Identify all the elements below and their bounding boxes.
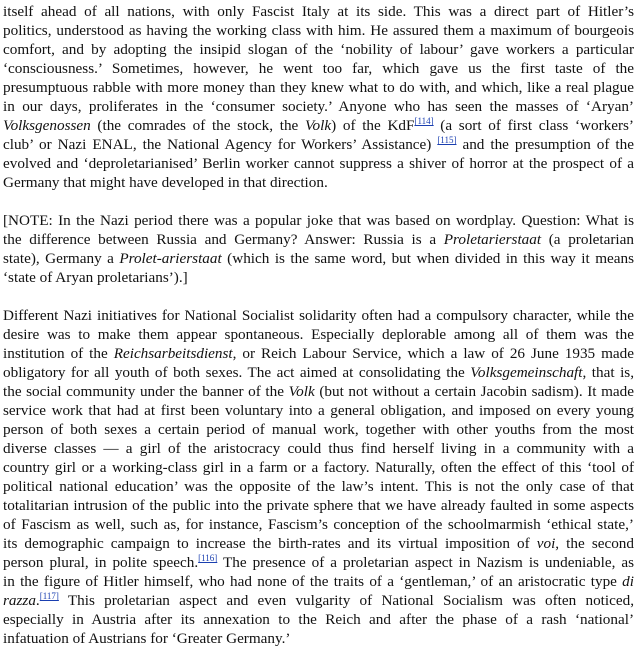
text-run: The presence of a proletarian aspect in Nazism is undeniable, as — [217, 554, 634, 571]
text-line: Different Nazi initiatives for National Socialist solidarity often had a compulsory character, while the — [3, 307, 634, 324]
text-run: and the presumption of the — [456, 136, 634, 153]
italic-term: Prolet-arierstaat — [119, 250, 222, 267]
text-run: obligatory for all youth of both sexes. The act aimed at consolidating the — [3, 364, 471, 381]
text-line — [3, 553, 634, 572]
text-line: politics, understood as having the working class with him. He assured them a maximum of bourgeois — [3, 22, 634, 39]
text-line: evolved and ‘deproletarianised’ Berlin worker cannot suppress a shiver of horror at the prospect of a — [3, 155, 634, 172]
text-line: totalitarian intrusion of the public into the private sphere that we have already faulted in some aspects — [3, 497, 634, 514]
text-run: the social community under the banner of the — [3, 383, 289, 400]
text-line — [3, 116, 634, 135]
text-run: ) of the KdF — [331, 117, 415, 134]
text-run: the difference between Russia and Germany? Answer: Russia is a — [3, 231, 444, 248]
text-run: state), Germany a — [3, 250, 120, 267]
document-page — [3, 2, 634, 648]
text-line — [3, 135, 634, 154]
text-line: itself ahead of all nations, with only Fascist Italy at its side. This was a direct part of Hitler’s — [3, 3, 634, 20]
footnote-link-116[interactable]: [116] — [198, 553, 218, 563]
text-line — [3, 534, 634, 553]
text-run: person plural, in polite speech. — [3, 554, 199, 571]
text-line: service work that had at first been voluntary into a general obligation, and imposed on every young — [3, 402, 634, 419]
note-paragraph — [3, 211, 634, 287]
italic-term: Proletarierstaat — [443, 231, 542, 248]
text-run: its demographic campaign to increase the birth-rates and its virtual imposition of — [3, 535, 537, 552]
text-line: presumptuous rabble with more money than they knew what to do with, and which, like a real plague — [3, 79, 634, 96]
italic-term: di — [622, 573, 634, 590]
text-line — [3, 363, 634, 382]
text-line: Germany that might have developed in that direction. — [3, 174, 328, 191]
text-run: . — [35, 592, 40, 609]
text-run: , that is, — [582, 364, 635, 381]
text-run: This proletarian aspect and even vulgarity of National Socialism was often noticed, — [58, 592, 634, 609]
text-line: infatuation of Austrians for ‘Greater Germany.’ — [3, 630, 291, 647]
text-line: of Fascism as well, such as, for instance, Fascism’s conception of the schoolmarmish ‘ethical state,’ — [3, 516, 634, 533]
paragraph-gap — [3, 287, 634, 306]
text-line: [NOTE: In the Nazi period there was a popular joke that was based on wordplay. Question: What is — [3, 212, 634, 229]
text-line: person of both sexes a certain period of manual work, together with other youths from the most — [3, 421, 634, 438]
text-line: political national education’ was the opposite of the law’s intent. This is not the only case of that — [3, 478, 634, 495]
italic-term: voi — [536, 535, 556, 552]
text-run: in the figure of Hitler himself, who had none of the traits of a ‘gentleman,’ of an aristocratic type — [3, 573, 623, 590]
italic-term: Volk — [304, 117, 332, 134]
text-line: especially in Austria after its annexation to the Reich and after the phase of a rash ‘national’ — [3, 611, 634, 628]
italic-term: Reichsarbeitsdienst — [113, 345, 233, 362]
paragraph-1 — [3, 2, 634, 192]
footnote-link-114[interactable]: [114] — [414, 116, 434, 126]
paragraph-2 — [3, 306, 634, 648]
text-line — [3, 249, 634, 268]
text-line: in our days, proliferates in the ‘consumer society.’ Anyone who has seen the masses of ‘Aryan’ — [3, 98, 634, 115]
footnote-link-117[interactable]: [117] — [39, 591, 59, 601]
text-run: (the comrades of the stock, the — [90, 117, 305, 134]
text-line: country girl or a working-class girl in a farm or a factory. Naturally, often the effect of this ‘tool of — [3, 459, 634, 476]
text-line: ‘consciousness.’ Sometimes, however, he went too far, which gave us the first taste of the — [3, 60, 634, 77]
text-run: (a proletarian — [541, 231, 634, 248]
text-run: (which is the same word, but when divided in this way it means — [221, 250, 635, 267]
text-line — [3, 382, 634, 401]
text-run: , the second — [555, 535, 634, 552]
text-line — [3, 572, 634, 591]
text-run: (a sort of first class ‘workers’ — [433, 117, 634, 134]
text-line: diverse classes — a girl of the aristocracy could thus find herself living in a community with a — [3, 440, 634, 457]
text-line: comfort, and by adopting the insipid slogan of the ‘nobility of labour’ gave workers a particular — [3, 41, 634, 58]
italic-term: razza — [3, 592, 36, 609]
italic-term: Volksgenossen — [3, 117, 91, 134]
text-run: institution of the — [3, 345, 114, 362]
paragraph-gap — [3, 192, 634, 211]
text-line: ‘state of Aryan proletarians’).] — [3, 269, 188, 286]
text-line — [3, 230, 634, 249]
italic-term: Volk — [288, 383, 315, 400]
text-run: club’ or Nazi ENAL, the National Agency for Workers’ Assistance) — [3, 136, 438, 153]
text-run: (but not without a certain Jacobin sadism). It made — [314, 383, 635, 400]
text-line — [3, 591, 634, 610]
text-line — [3, 344, 634, 363]
italic-term: Volksgemeinschaft — [470, 364, 583, 381]
footnote-link-115[interactable]: [115] — [437, 135, 457, 145]
text-run: , or Reich Labour Service, which a law of 26 June 1935 made — [232, 345, 635, 362]
text-line: desire was to make them appear spontaneous. Especially deplorable among all of them was the — [3, 326, 634, 343]
